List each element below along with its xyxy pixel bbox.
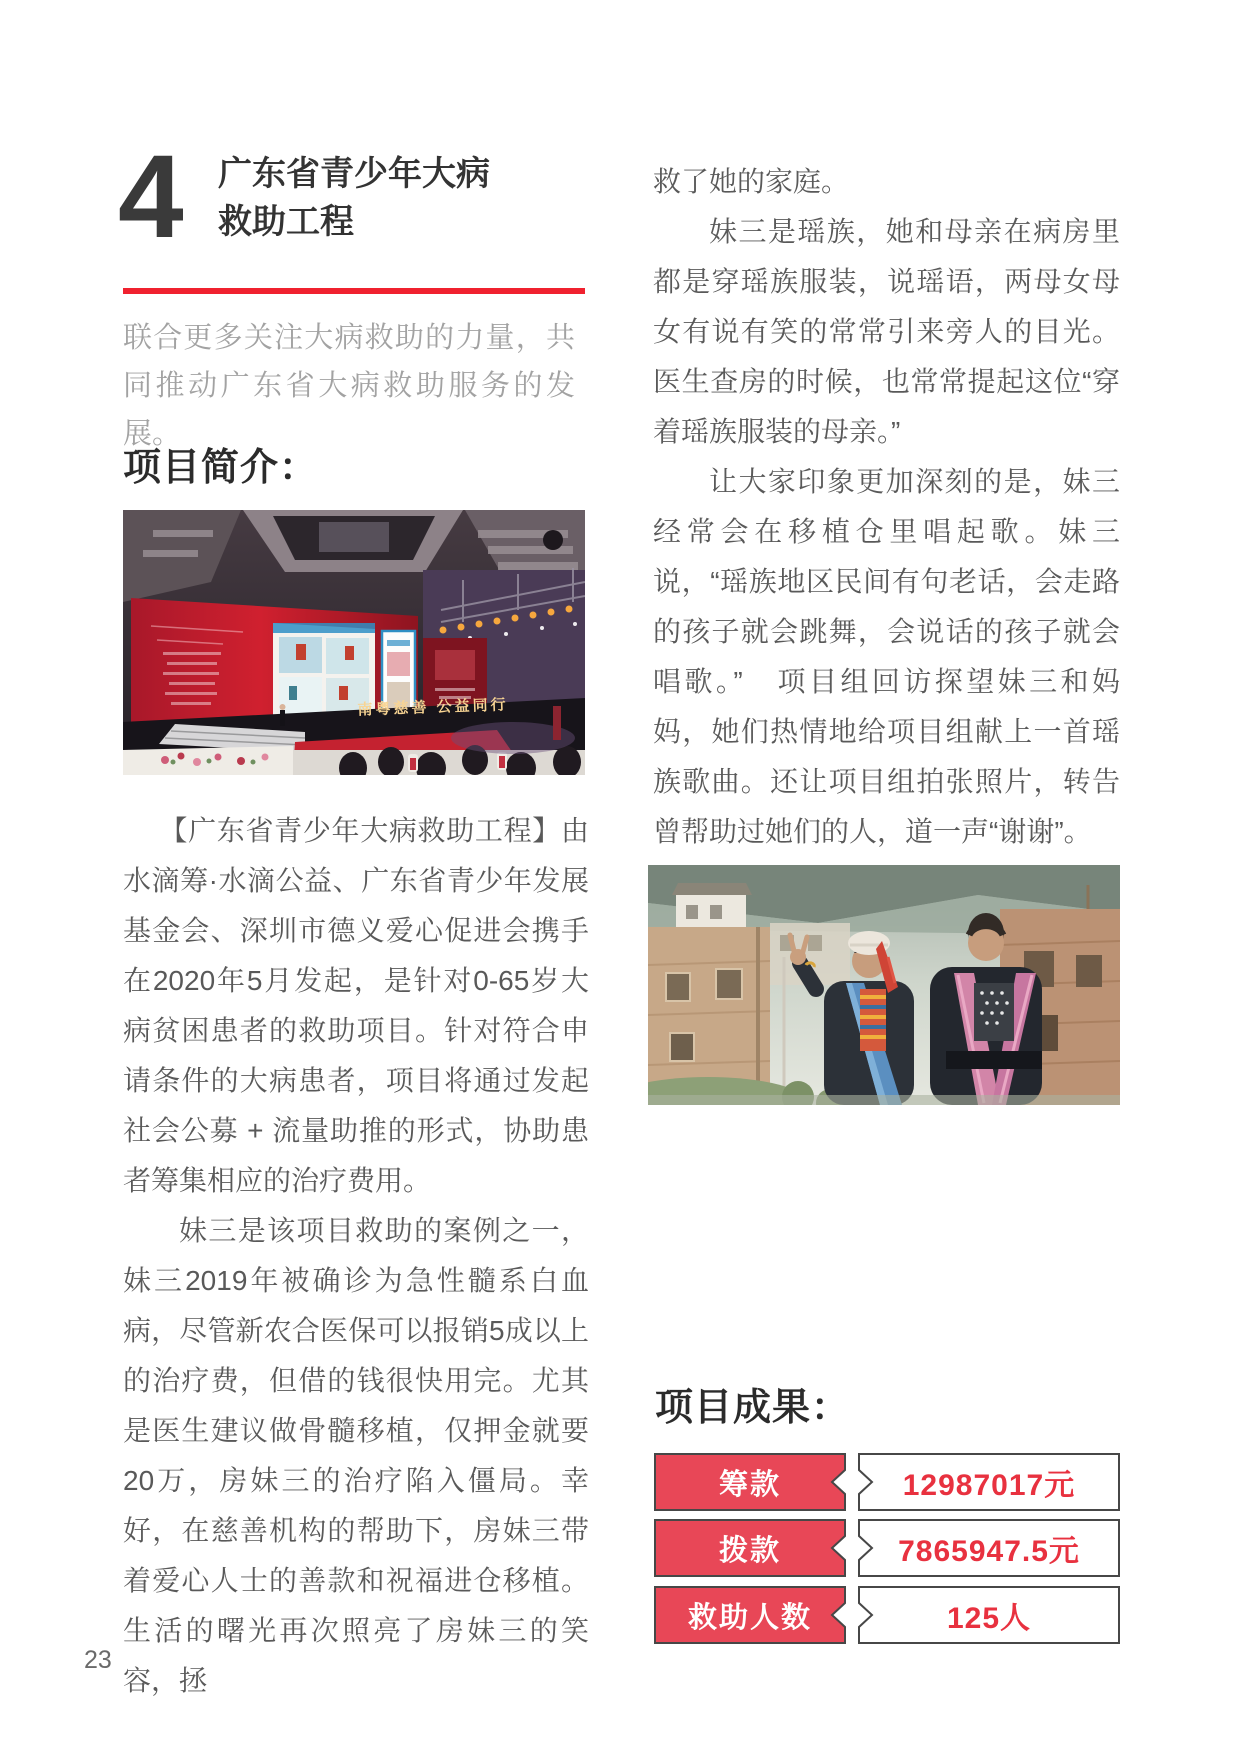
chapter-title-line1: 广东省青少年大病 xyxy=(218,155,490,193)
stat-row-allocated xyxy=(654,1519,1120,1577)
right-column-body xyxy=(653,157,1120,857)
stat-label-allocated: 拨款 xyxy=(718,1534,781,1567)
event-photo-illustration xyxy=(123,510,585,775)
red-divider-rule xyxy=(123,288,585,294)
right-paragraph-3: 让大家印象更加深刻的是，妹三经常会在移植仓里唱起歌。妹三说，“瑶族地区民间有句老话，会走路的孩子就会跳舞，会说话的孩子就会唱歌。” 项目组回访探望妹三和妈妈，她们热情地给项目组献上一首瑶族歌曲。还让项目组拍张照片，转告曾帮助过她们的人，道一声“谢谢”。 xyxy=(653,466,1120,847)
event-photo xyxy=(123,510,585,775)
stat-row-people-helped xyxy=(654,1586,1120,1644)
chapter-title xyxy=(218,150,578,246)
chapter-intro-text: 联合更多关注大病救助的力量，共同推动广东省大病救助服务的发展。 xyxy=(123,322,575,450)
left-paragraph-2: 妹三是该项目救助的案例之一，妹三2019年被确诊为急性髓系白血病，尽管新农合医保可以报销5成以上的治疗费，但借的钱很快用完。尤其是医生建议做骨髓移植，仅押金就要20万，房妹三的治疗陷入僵局。幸好，在慈善机构的帮助下，房妹三带着爱心人士的善款和祝福进仓移植。生活的曙光再次照亮了房妹三的笑容，拯 xyxy=(123,1215,589,1696)
event-banner-text: 南粤慈善 公益同行 xyxy=(357,696,509,719)
section-heading-intro: 项目简介： xyxy=(123,447,319,489)
stat-value-people-helped: 125人 xyxy=(946,1602,1032,1635)
right-paragraph-2: 妹三是瑶族，她和母亲在病房里都是穿瑶族服装，说瑶语，两母女母女有说有笑的常常引来旁人的目光。医生查房的时候，也常常提起这位“穿着瑶族服装的母亲。” xyxy=(653,216,1120,447)
left-column-body xyxy=(123,806,589,1706)
chapter-number: 4 xyxy=(118,131,180,263)
chapter-title-line2: 救助工程 xyxy=(218,203,354,241)
stat-label-fundraised: 筹款 xyxy=(718,1468,781,1501)
stat-value-fundraised: 12987017元 xyxy=(902,1469,1076,1502)
page-number: 23 xyxy=(84,1646,112,1674)
section-heading-results: 项目成果： xyxy=(655,1387,851,1429)
family-photo xyxy=(648,865,1120,1105)
right-paragraph-1: 救了她的家庭。 xyxy=(653,166,850,197)
stat-row-fundraised xyxy=(654,1453,1120,1511)
family-photo-illustration xyxy=(648,865,1120,1105)
left-paragraph-1: 【广东省青少年大病救助工程】由水滴筹·水滴公益、广东省青少年发展基金会、深圳市德义爱心促进会携手在2020年5月发起，是针对0-65岁大病贫困患者的救助项目。针对符合申请条件的大病患者，项目将通过发起社会公募 + 流量助推的形式，协助患者筹集相应的治疗费用。 xyxy=(123,815,589,1196)
stat-label-people-helped: 救助人数 xyxy=(687,1601,812,1634)
stat-value-allocated: 7865947.5元 xyxy=(898,1535,1080,1568)
